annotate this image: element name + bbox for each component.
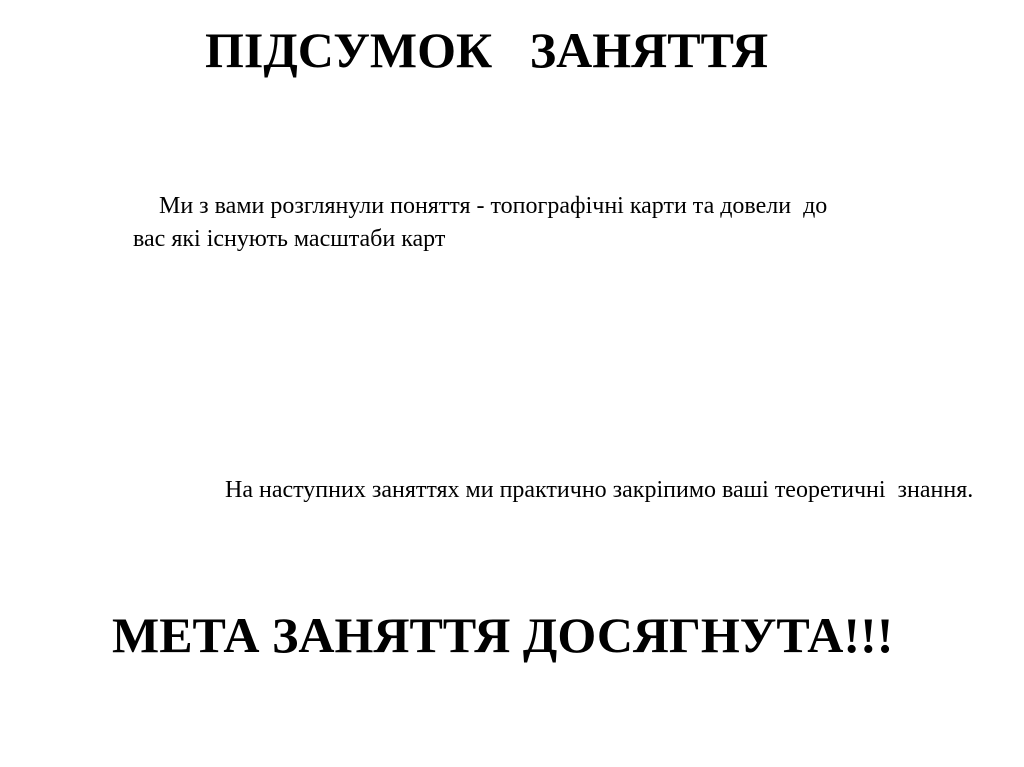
slide-title: ПІДСУМОК ЗАНЯТТЯ — [205, 22, 769, 78]
goal-achieved-heading: МЕТА ЗАНЯТТЯ ДОСЯГНУТА!!! — [112, 607, 894, 663]
summary-paragraph: Ми з вами розглянули поняття - топографічні карти та довели до вас які існують масштаби карт — [133, 193, 834, 252]
next-lessons-paragraph: На наступних заняттях ми практично закріпимо ваші теоретичні знання. — [225, 477, 974, 503]
